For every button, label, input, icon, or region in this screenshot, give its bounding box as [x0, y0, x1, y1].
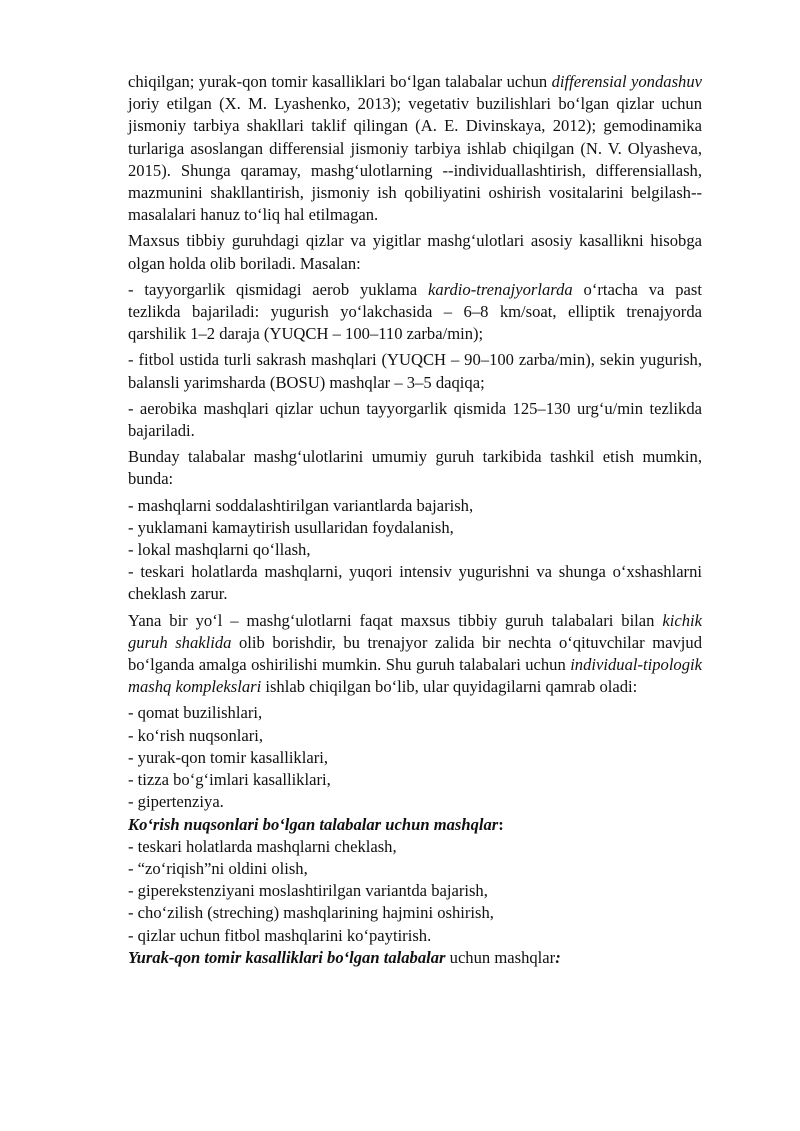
- paragraph-intro-text-a: chiqilgan; yurak-qon tomir kasalliklari bo‘lgan talabalar uchun: [128, 72, 552, 91]
- list-item: - “zo‘riqish”ni oldini olish,: [128, 858, 308, 878]
- paragraph-fitball: - fitbol ustida turli sakrash mashqlari (YUQCH – 90–100 zarba/min), sekin yugurish, balansli yarimsharda (BOSU) mashqlar – 3–5 daqiqa;: [128, 350, 702, 392]
- small-group-text-b: olib borishdir, bu trenajyor zalida bir nechta o‘qituvchilar mavjud bo‘lganda amalga oshirilishi mumkin. Shu guruh talabalari uchun: [128, 632, 702, 675]
- paragraph-aerobics: - aerobika mashqlari qizlar uchun tayyorgarlik qismida 125–130 urg‘u/min tezlikda bajariladi.: [128, 398, 702, 441]
- heading-vision-colon: :: [498, 814, 504, 834]
- paragraph-restrict: - teskari holatlarda mashqlarni, yuqori intensiv yugurishni va shunga o‘xshashlarni cheklash zarur.: [128, 562, 702, 604]
- list-item: - gipertenziya.: [128, 792, 224, 812]
- paragraph-intro-text-b: joriy etilgan (X. M. Lyashenko, 2013); vegetativ buzilishlari bo‘lgan qizlar uchun jismoniy tarbiya shakllari taklif qilingan (A. E. Divinskaya, 2012); gemodinamika turlariga asoslangan differensial jismoniy tarbiya ishlab chiqilgan (N. V. Olyasheva, 2015). Shunga qaramay, mashg‘ulotlarning --individuallashtirish, differensiallash, mazmunini shakllantirish, jismoniy ish qobiliyatini oshirish vositalarini belgilash-- masalalari hanuz to‘liq hal etilmagan.: [128, 94, 702, 225]
- list-item: - qomat buzilishlari,: [128, 703, 263, 723]
- term-cardio-trainers: kardio-trenajyorlarda: [427, 279, 573, 299]
- heading-cardio-colon: :: [555, 947, 561, 967]
- small-group-text-a: Yana bir yo‘l – mashg‘ulotlarni faqat maxsus tibbiy guruh talabalari bilan: [128, 610, 663, 630]
- aerobic-load-text-b: o‘rtacha va past tezlikda bajariladi: yugurish yo‘lakchasida – 6–8 km/soat, elliptik trenajyorda qarshilik 1–2 daraja (YUQCH – 100–110 zarba/min);: [128, 279, 702, 344]
- list-item: - yurak-qon tomir kasalliklari,: [128, 747, 328, 767]
- heading-vision-text: Ko‘rish nuqsonlari bo‘lgan talabalar uchun mashqlar: [128, 814, 499, 834]
- list-item: - tizza bo‘g‘imlari kasalliklari,: [128, 770, 331, 790]
- paragraph-intro: [128, 71, 702, 226]
- paragraph-small-group: [128, 610, 702, 699]
- list-item: - giperekstenziyani moslashtirilgan variantda bajarish,: [128, 881, 488, 901]
- heading-cardio-text: Yurak-qon tomir kasalliklari bo‘lgan talabalar: [128, 947, 446, 967]
- paragraph-general-group: Bunday talabalar mashg‘ulotlarini umumiy guruh tarkibida tashkil etish mumkin, bunda:: [128, 447, 702, 489]
- list-item: - teskari holatlarda mashqlarni cheklash,: [128, 836, 397, 856]
- aerobic-load-text-a: - tayyorgarlik qismidagi aerob yuklama: [128, 279, 428, 299]
- term-individual-complexes: individual-tipologik mashq komplekslari: [128, 655, 702, 697]
- term-small-group: kichik guruh shaklida: [128, 610, 702, 652]
- list-item: - mashqlarni soddalashtirilgan variantlarda bajarish,: [128, 495, 474, 515]
- list-item: - cho‘zilish (streching) mashqlarining hajmini oshirish,: [128, 903, 494, 923]
- section-heading-vision: [128, 814, 702, 836]
- list-item: - ko‘rish nuqsonlari,: [128, 725, 264, 745]
- section-heading-cardio: [128, 947, 702, 969]
- list-item: - yuklamani kamaytirish usullaridan foydalanish,: [128, 517, 454, 537]
- document-page: [128, 71, 702, 969]
- term-differential-approach: differensial yondashuv: [551, 72, 702, 91]
- small-group-text-c: ishlab chiqilgan bo‘lib, ular quyidagilarni qamrab oladi:: [261, 677, 638, 697]
- list-item: - lokal mashqlarni qo‘llash,: [128, 540, 311, 560]
- paragraph-special-group: Maxsus tibbiy guruhdagi qizlar va yigitlar mashg‘ulotlari asosiy kasallikni hisobga olgan holda olib boriladi. Masalan:: [128, 231, 702, 273]
- paragraph-aerobic-load: [128, 279, 702, 346]
- list-item: - qizlar uchun fitbol mashqlarini ko‘paytirish.: [128, 925, 432, 945]
- heading-cardio-suffix: uchun mashqlar: [445, 947, 556, 967]
